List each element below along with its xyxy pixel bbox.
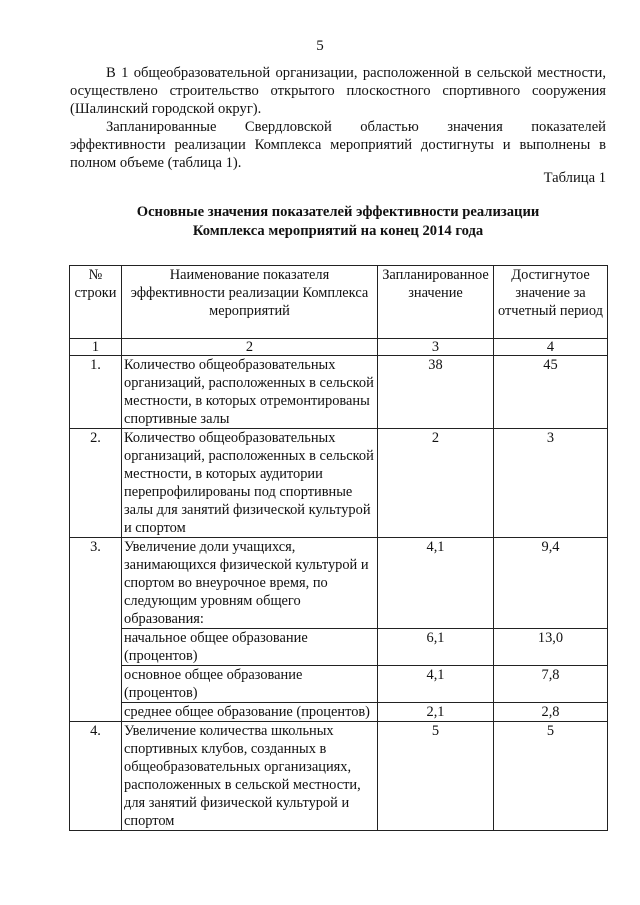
table-row [70,429,608,538]
col-number: 3 [378,339,494,356]
achieved-value: 45 [494,356,608,429]
achieved-value: 3 [494,429,608,538]
row-number: 3. [70,538,122,722]
header-indicator-name: Наименование показателя эффективности реализации Комплекса мероприятий [122,266,378,339]
planned-value: 6,1 [378,629,494,666]
header-row-number: № строки [70,266,122,339]
paragraph-construction: В 1 общеобразовательной организации, расположенной в сельской местности, осуществлено строительство открытого плоскостного спортивного сооружения (Шалинский городской округ). [70,65,606,117]
achieved-value: 7,8 [494,666,608,703]
row-number: 4. [70,722,122,831]
indicator-name: среднее общее образование (процентов) [122,703,378,722]
table-row [70,356,608,429]
achieved-value: 13,0 [494,629,608,666]
table-title [70,203,606,241]
table-label: Таблица 1 [543,170,606,186]
achieved-value: 9,4 [494,538,608,629]
row-number: 1. [70,356,122,429]
table-header-row [70,266,608,339]
achieved-value: 2,8 [494,703,608,722]
planned-value: 2 [378,429,494,538]
header-planned-value: Запланированное значение [378,266,494,339]
table-row [70,629,608,666]
planned-value: 4,1 [378,666,494,703]
indicator-name: основное общее образование (процентов) [122,666,378,703]
paragraph-targets-achieved: Запланированные Свердловской областью значения показателей эффективности реализации Комплекса мероприятий достигнуты и выполнены в полном объеме (таблица 1). [70,119,606,171]
indicators-table [69,265,608,831]
indicator-name: начальное общее образование (процентов) [122,629,378,666]
table-row [70,538,608,629]
indicator-name: Количество общеобразовательных организаций, расположенных в сельской местности, в которых аудитории перепрофилированы под спортивные залы для занятий физической культурой и спортом [122,429,378,538]
achieved-value: 5 [494,722,608,831]
planned-value: 2,1 [378,703,494,722]
indicator-name: Увеличение доли учащихся, занимающихся физической культурой и спортом во внеурочное время, по следующим уровням общего образования: [122,538,378,629]
table-row [70,722,608,831]
planned-value: 38 [378,356,494,429]
table-row [70,703,608,722]
indicator-name: Количество общеобразовательных организаций, расположенных в сельской местности, в которых отремонтированы спортивные залы [122,356,378,429]
planned-value: 5 [378,722,494,831]
col-number: 1 [70,339,122,356]
indicator-name: Увеличение количества школьных спортивных клубов, созданных в общеобразовательных организациях, расположенных в сельской местности, для занятий физической культурой и спортом [122,722,378,831]
table-row [70,666,608,703]
table-title-line-1: Основные значения показателей эффективности реализации [136,204,540,220]
col-number: 4 [494,339,608,356]
col-number: 2 [122,339,378,356]
header-achieved-value: Достигнутое значение за отчетный период [494,266,608,339]
planned-value: 4,1 [378,538,494,629]
table-title-line-2: Комплекса мероприятий на конец 2014 года [192,223,484,239]
page-number: 5 [316,38,324,54]
column-number-row [70,339,608,356]
row-number: 2. [70,429,122,538]
